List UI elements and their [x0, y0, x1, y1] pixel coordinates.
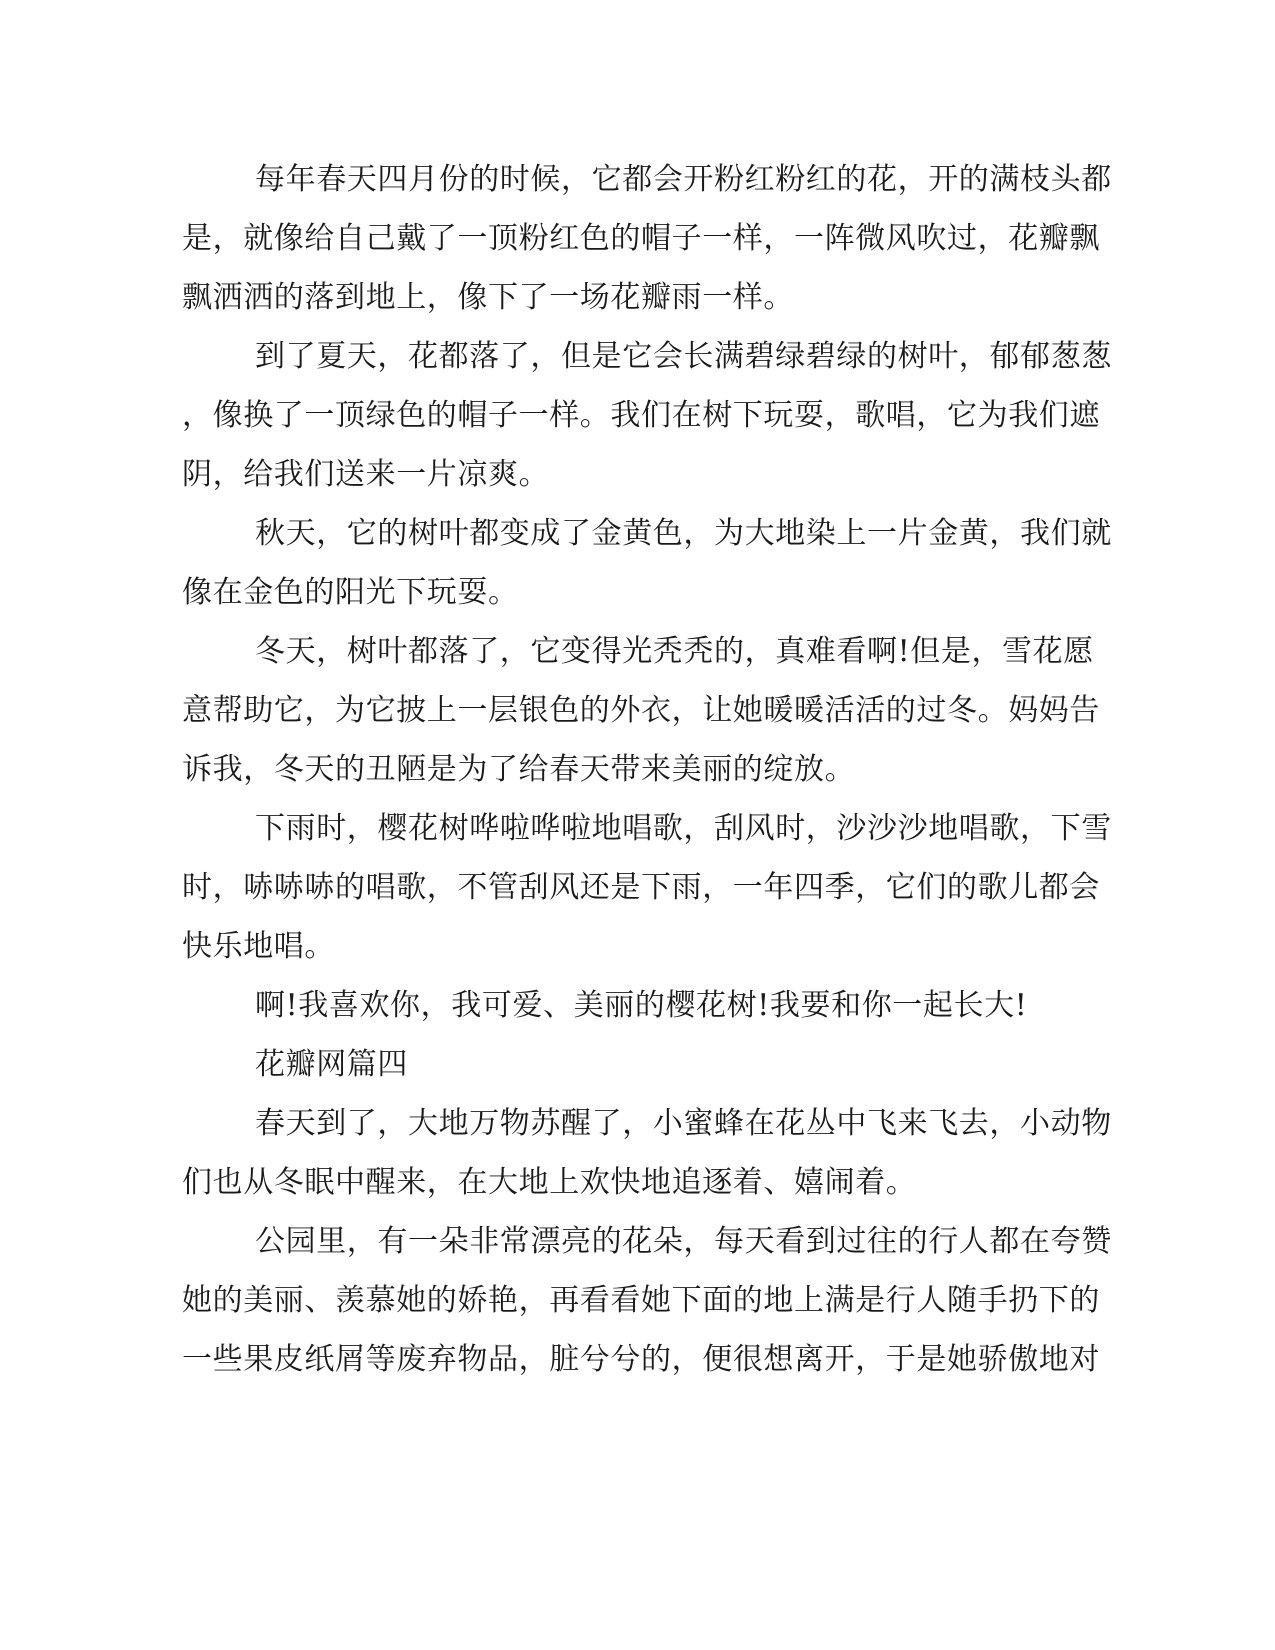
text-line: 春天到了，大地万物苏醒了，小蜜蜂在花丛中飞来飞去，小动物: [255, 1106, 1112, 1141]
text-line: 飘洒洒的落到地上，像下了一场花瓣雨一样。: [182, 280, 794, 315]
text-line: 快乐地唱。: [182, 929, 335, 964]
text-line: 时，哧哧哧的唱歌，不管刮风还是下雨，一年四季，它们的歌儿都会: [182, 870, 1100, 905]
text-line: 公园里，有一朵非常漂亮的花朵，每天看到过往的行人都在夸赞: [255, 1224, 1112, 1259]
text-line: 冬天，树叶都落了，它变得光秃秃的，真难看啊!但是，雪花愿: [255, 634, 1094, 669]
text-line: 秋天，它的树叶都变成了金黄色，为大地染上一片金黄，我们就: [255, 516, 1112, 551]
text-line: 意帮助它，为它披上一层银色的外衣，让她暖暖活活的过冬。妈妈告: [182, 693, 1100, 728]
text-line: 每年春天四月份的时候，它都会开粉红粉红的花，开的满枝头都: [255, 162, 1112, 197]
text-line: 下雨时，樱花树哗啦哗啦地唱歌，刮风时，沙沙沙地唱歌，下雪: [255, 811, 1112, 846]
text-line: 们也从冬眠中醒来，在大地上欢快地追逐着、嬉闹着。: [182, 1165, 917, 1200]
section-heading: 花瓣网篇四: [255, 1047, 408, 1082]
text-line: ，像换了一顶绿色的帽子一样。我们在树下玩耍，歌唱，它为我们遮: [182, 398, 1100, 433]
text-line: 啊!我喜欢你，我可爱、美丽的樱花树!我要和你一起长大!: [255, 988, 1028, 1023]
text-line: 是，就像给自己戴了一顶粉红色的帽子一样，一阵微风吹过，花瓣飘: [182, 221, 1100, 256]
text-line: 一些果皮纸屑等废弃物品，脏兮兮的，便很想离开，于是她骄傲地对: [182, 1342, 1100, 1377]
text-line: 她的美丽、羡慕她的娇艳，再看看她下面的地上满是行人随手扔下的: [182, 1283, 1100, 1318]
text-line: 诉我，冬天的丑陋是为了给春天带来美丽的绽放。: [182, 752, 856, 787]
text-line: 像在金色的阳光下玩耍。: [182, 575, 519, 610]
text-line: 到了夏天，花都落了，但是它会长满碧绿碧绿的树叶，郁郁葱葱: [255, 339, 1112, 374]
text-line: 阴，给我们送来一片凉爽。: [182, 457, 550, 492]
